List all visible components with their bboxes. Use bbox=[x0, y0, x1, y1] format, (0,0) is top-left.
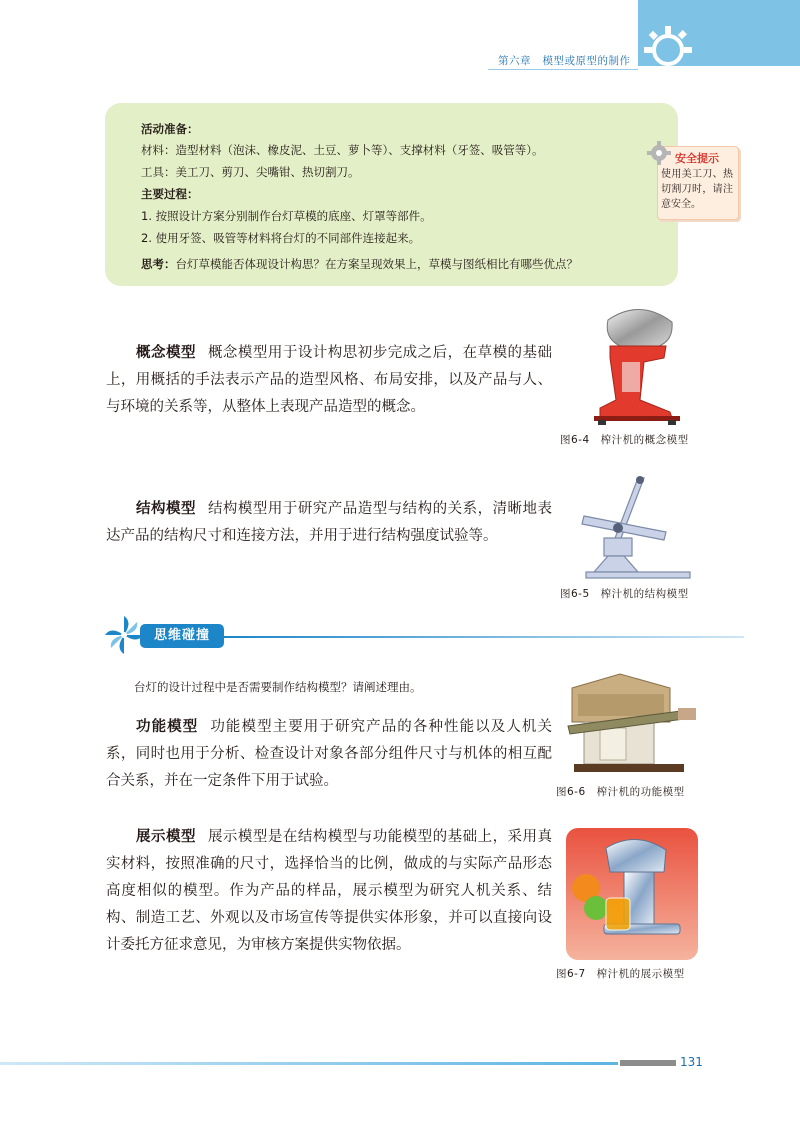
term-display-model: 展示模型 bbox=[136, 829, 196, 845]
thinking-rule bbox=[224, 636, 744, 638]
display-model-juicer-image bbox=[566, 828, 698, 960]
activity-box bbox=[105, 103, 678, 286]
structure-model-juicer-image bbox=[578, 476, 698, 582]
activity-materials: 材料：造型材料（泡沫、橡皮泥、土豆、萝卜等）、支撑材料（牙签、吸管等）。 bbox=[141, 143, 544, 157]
caption-fig-6-7: 图6-7 榨汁机的展示模型 bbox=[556, 968, 685, 980]
section-structure-model bbox=[106, 496, 552, 550]
text-display-model: 展示模型是在结构模型与功能模型的基础上，采用真实材料，按照准确的尺寸，选择恰当的比例，做成的与实际产品形态高度相似的模型。作为产品的样品，展示模型为研究人机关系、结构、制造工艺、外观以及市场宣传等提供实体形象，并可以直接向设计委托方征求意见，为审核方案提供实物依据。 bbox=[106, 829, 553, 953]
function-model-juicer-image bbox=[560, 668, 698, 778]
text-concept-model: 概念模型用于设计构思初步完成之后，在草模的基础上，用概括的手法表示产品的造型风格、布局安排，以及产品与人、与环境的关系等，从整体上表现产品造型的概念。 bbox=[106, 345, 553, 415]
safety-gear-icon bbox=[645, 140, 675, 166]
caption-fig-6-4: 图6-4 榨汁机的概念模型 bbox=[560, 434, 689, 446]
term-concept-model: 概念模型 bbox=[136, 345, 196, 361]
thinking-question: 台灯的设计过程中是否需要制作结构模型？请阐述理由。 bbox=[134, 680, 422, 694]
chapter-title: 模型或原型的制作 bbox=[542, 55, 631, 67]
activity-prep-title: 活动准备： bbox=[141, 122, 199, 136]
activity-think bbox=[141, 256, 578, 272]
section-display-model bbox=[106, 824, 552, 959]
text-function-model: 功能模型主要用于研究产品的各种性能以及人机关系，同时也用于分析、检查设计对象各部分组件尺寸与机体的相互配合关系，并在一定条件下用于试验。 bbox=[106, 719, 553, 789]
activity-process-title: 主要过程： bbox=[141, 187, 199, 201]
activity-think-label: 思考： bbox=[141, 257, 176, 271]
gear-icon bbox=[640, 20, 696, 70]
term-structure-model: 结构模型 bbox=[136, 501, 196, 517]
section-concept-model bbox=[106, 340, 552, 421]
chapter-number: 第六章 bbox=[498, 55, 531, 67]
thinking-badge: 思维碰撞 bbox=[140, 624, 224, 648]
header-rule bbox=[488, 69, 638, 70]
safety-text: 使用美工刀、热切割刀时，请注意安全。 bbox=[661, 169, 733, 210]
footer-rule bbox=[0, 1062, 618, 1065]
caption-fig-6-5: 图6-5 榨汁机的结构模型 bbox=[560, 588, 689, 600]
footer-gray-bar bbox=[620, 1060, 676, 1066]
caption-fig-6-6: 图6-6 榨汁机的功能模型 bbox=[556, 786, 685, 798]
pinwheel-icon bbox=[103, 614, 145, 656]
activity-think-text: 台灯草模能否体现设计构思？在方案呈现效果上，草模与图纸相比有哪些优点？ bbox=[175, 257, 578, 271]
chapter-header bbox=[498, 53, 631, 68]
section-function-model bbox=[106, 714, 552, 795]
safety-tip bbox=[645, 140, 737, 222]
safety-title: 安全提示 bbox=[675, 152, 719, 165]
concept-model-juicer-image bbox=[580, 300, 690, 430]
term-function-model: 功能模型 bbox=[136, 719, 199, 735]
page-number: 131 bbox=[680, 1055, 703, 1069]
text-structure-model: 结构模型用于研究产品造型与结构的关系，清晰地表达产品的结构尺寸和连接方法，并用于进行结构强度试验等。 bbox=[106, 501, 553, 544]
activity-tools: 工具：美工刀、剪刀、尖嘴钳、热切割刀。 bbox=[141, 165, 360, 179]
activity-step-1: 1. 按照设计方案分别制作台灯草模的底座、灯罩等部件。 bbox=[141, 209, 432, 223]
activity-step-2: 2. 使用牙签、吸管等材料将台灯的不同部件连接起来。 bbox=[141, 231, 421, 245]
